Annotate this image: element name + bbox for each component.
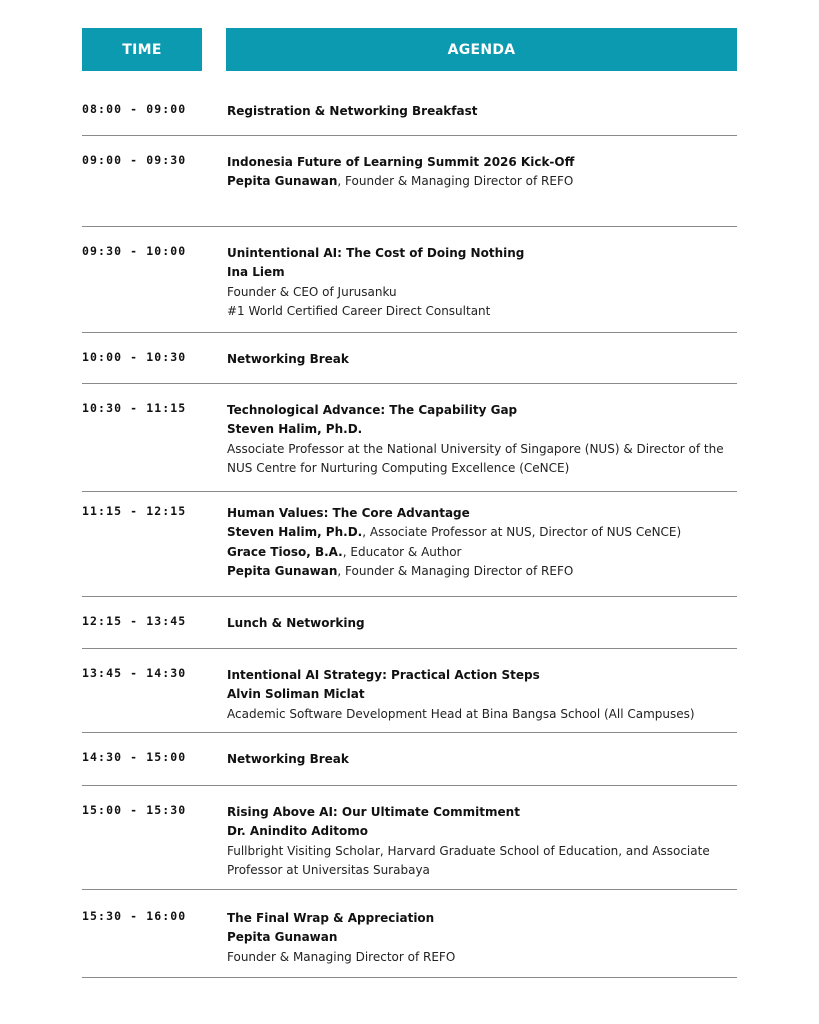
session-time: 10:30 - 11:15 — [82, 401, 187, 415]
speaker-name: Ina Liem — [227, 265, 285, 280]
session-content — [227, 666, 737, 724]
agenda-row — [82, 244, 737, 333]
agenda-row — [82, 909, 737, 978]
session-title: Networking Break — [227, 752, 349, 766]
speaker-name: Dr. Anindito Aditomo — [227, 824, 368, 839]
session-content — [227, 750, 737, 769]
session-title: Unintentional AI: The Cost of Doing Nothing — [227, 246, 525, 260]
speaker-name: Pepita Gunawan — [227, 930, 338, 945]
speaker-detail: Academic Software Development Head at Bina Bangsa School (All Campuses) — [227, 706, 695, 721]
session-title: Lunch & Networking — [227, 616, 365, 630]
session-time: 09:30 - 10:00 — [82, 244, 187, 258]
agenda-row — [82, 401, 737, 492]
row-divider — [82, 596, 737, 597]
speaker-detail: #1 World Certified Career Direct Consultant — [227, 304, 491, 319]
speaker-detail: Associate Professor at the National University of Singapore (NUS) & Director of the NUS Centre for Nurturing Computing Excellence (CeNCE) — [227, 441, 724, 476]
session-content — [227, 909, 737, 967]
row-divider — [82, 135, 737, 136]
session-content — [227, 102, 737, 121]
session-time: 09:00 - 09:30 — [82, 153, 187, 167]
agenda-row — [82, 666, 737, 733]
speaker-line — [227, 928, 737, 947]
row-divider — [82, 648, 737, 649]
session-title: Indonesia Future of Learning Summit 2026 Kick-Off — [227, 155, 575, 169]
speaker-line — [227, 543, 737, 562]
speaker-role: , Associate Professor at NUS, Director of NUS CeNCE) — [362, 525, 682, 540]
agenda-row — [82, 350, 737, 384]
row-divider — [82, 226, 737, 227]
session-content — [227, 504, 737, 582]
session-time: 14:30 - 15:00 — [82, 750, 187, 764]
session-title: The Final Wrap & Appreciation — [227, 911, 435, 925]
speaker-name: Steven Halim, Ph.D. — [227, 422, 363, 437]
session-time: 08:00 - 09:00 — [82, 102, 187, 116]
session-content — [227, 614, 737, 633]
speaker-role: , Educator & Author — [342, 544, 462, 559]
row-divider — [82, 977, 737, 978]
session-content — [227, 350, 737, 369]
row-divider — [82, 785, 737, 786]
speaker-name: Grace Tioso, B.A. — [227, 544, 343, 559]
agenda-row — [82, 102, 737, 136]
speaker-detail: Fullbright Visiting Scholar, Harvard Graduate School of Education, and Associate Professor at Universitas Surabaya — [227, 843, 710, 878]
session-time: 15:00 - 15:30 — [82, 803, 187, 817]
session-title: Rising Above AI: Our Ultimate Commitment — [227, 805, 520, 819]
time-column-header: TIME — [82, 28, 202, 71]
agenda-column-header: AGENDA — [226, 28, 737, 71]
session-title: Human Values: The Core Advantage — [227, 506, 470, 520]
agenda-row — [82, 153, 737, 227]
row-divider — [82, 332, 737, 333]
session-time: 11:15 - 12:15 — [82, 504, 187, 518]
session-title: Technological Advance: The Capability Gap — [227, 403, 518, 417]
speaker-name: Pepita Gunawan — [227, 564, 338, 579]
session-time: 15:30 - 16:00 — [82, 909, 187, 923]
speaker-line — [227, 420, 737, 439]
session-content — [227, 244, 737, 322]
session-time: 12:15 - 13:45 — [82, 614, 187, 628]
speaker-detail: Founder & CEO of Jurusanku — [227, 284, 397, 299]
session-content — [227, 401, 737, 479]
agenda-row — [82, 614, 737, 649]
agenda-row — [82, 504, 737, 597]
session-title: Networking Break — [227, 352, 349, 366]
speaker-name: Alvin Soliman Miclat — [227, 687, 365, 702]
speaker-line — [227, 172, 737, 191]
speaker-detail: Founder & Managing Director of REFO — [227, 949, 456, 964]
row-divider — [82, 383, 737, 384]
speaker-line — [227, 562, 737, 581]
speaker-line — [227, 523, 737, 542]
session-title: Intentional AI Strategy: Practical Action Steps — [227, 668, 540, 682]
speaker-role: , Founder & Managing Director of REFO — [337, 564, 574, 579]
row-divider — [82, 889, 737, 890]
session-content — [227, 803, 737, 881]
session-title: Registration & Networking Breakfast — [227, 104, 478, 118]
speaker-role: , Founder & Managing Director of REFO — [337, 174, 574, 189]
speaker-line — [227, 263, 737, 282]
speaker-line — [227, 685, 737, 704]
row-divider — [82, 491, 737, 492]
session-time: 10:00 - 10:30 — [82, 350, 187, 364]
speaker-name: Pepita Gunawan — [227, 174, 338, 189]
session-content — [227, 153, 737, 192]
agenda-row — [82, 750, 737, 786]
row-divider — [82, 732, 737, 733]
speaker-name: Steven Halim, Ph.D. — [227, 525, 363, 540]
session-time: 13:45 - 14:30 — [82, 666, 187, 680]
speaker-line — [227, 822, 737, 841]
agenda-row — [82, 803, 737, 890]
